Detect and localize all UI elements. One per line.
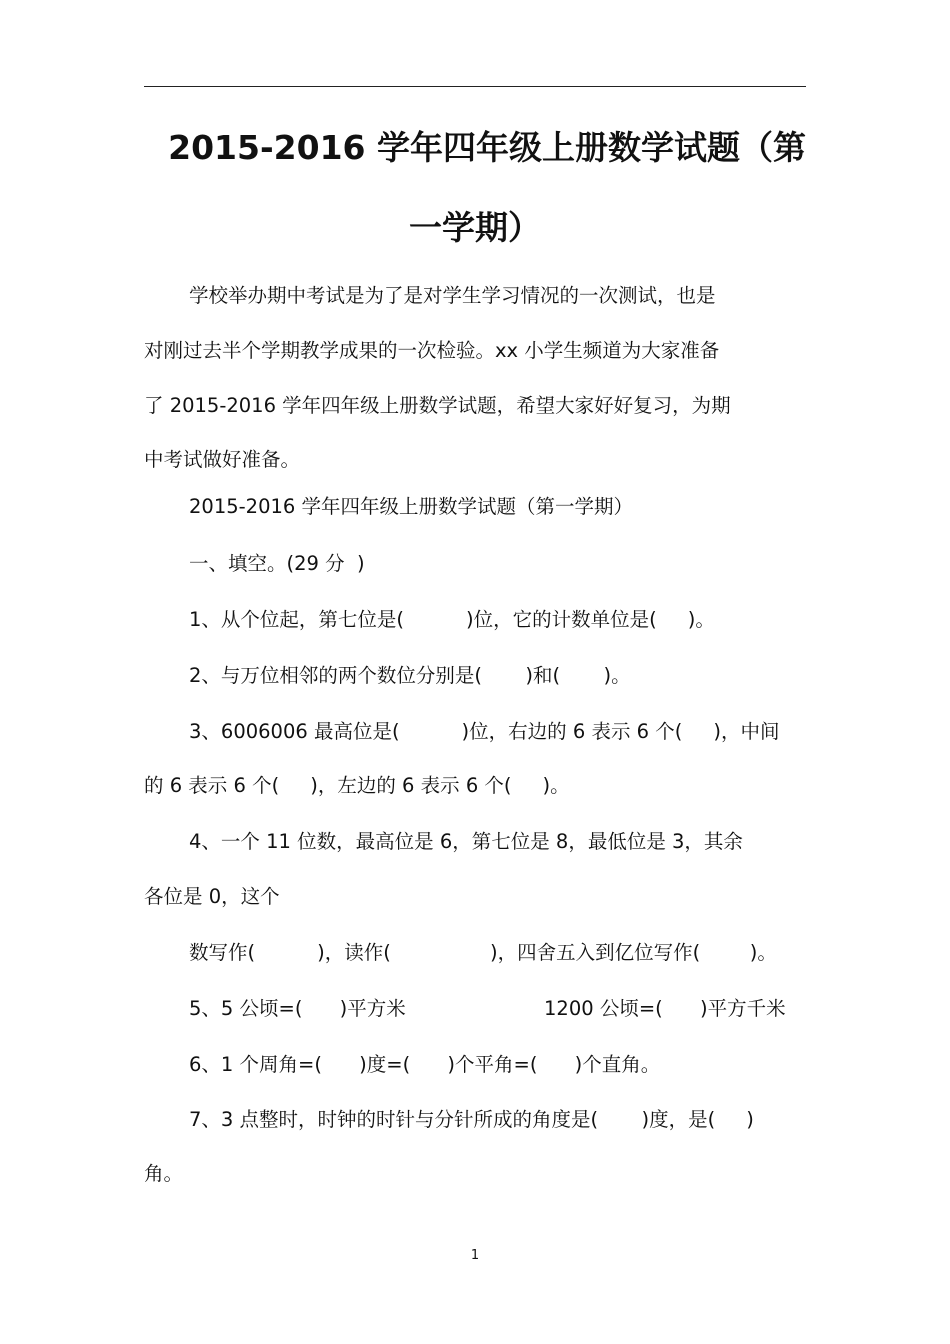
header-rule <box>144 86 806 87</box>
question-7-line-1: 7、3 点整时，时钟的时针与分针所成的角度是( )度，是( ) <box>189 1108 754 1131</box>
question-5-part-b: 1200 公顷=( )平方千米 <box>544 997 786 1020</box>
question-4-line-3: 数写作( )，读作( )，四舍五入到亿位写作( )。 <box>189 941 777 964</box>
document-title-line-2: 一学期） <box>409 208 541 247</box>
question-7-line-2: 角。 <box>144 1162 184 1185</box>
question-5-part-a: 5、5 公顷=( )平方米 <box>189 997 406 1020</box>
question-6: 6、1 个周角=( )度=( )个平角=( )个直角。 <box>189 1053 661 1076</box>
intro-line-1: 学校举办期中考试是为了是对学生学习情况的一次测试，也是 <box>189 284 716 307</box>
question-4-line-2: 各位是 0，这个 <box>144 885 280 908</box>
section-heading-fill-blanks: 一、填空。(29 分 ) <box>189 552 365 575</box>
intro-line-3: 了 2015-2016 学年四年级上册数学试题，希望大家好好复习，为期 <box>144 394 731 417</box>
exam-subtitle: 2015-2016 学年四年级上册数学试题（第一学期） <box>189 495 633 518</box>
question-1: 1、从个位起，第七位是( )位，它的计数单位是( )。 <box>189 608 715 631</box>
page-number: 1 <box>470 1248 480 1263</box>
document-title-line-1: 2015-2016 学年四年级上册数学试题（第 <box>168 128 806 167</box>
question-4-line-1: 4、一个 11 位数，最高位是 6，第七位是 8，最低位是 3，其余 <box>189 830 743 853</box>
question-3-line-2: 的 6 表示 6 个( )，左边的 6 表示 6 个( )。 <box>144 774 570 797</box>
intro-line-4: 中考试做好准备。 <box>144 448 301 471</box>
question-2: 2、与万位相邻的两个数位分别是( )和( )。 <box>189 664 631 687</box>
intro-line-2: 对刚过去半个学期教学成果的一次检验。xx 小学生频道为大家准备 <box>144 339 720 362</box>
question-3-line-1: 3、6006006 最高位是( )位，右边的 6 表示 6 个( )，中间 <box>189 720 780 743</box>
